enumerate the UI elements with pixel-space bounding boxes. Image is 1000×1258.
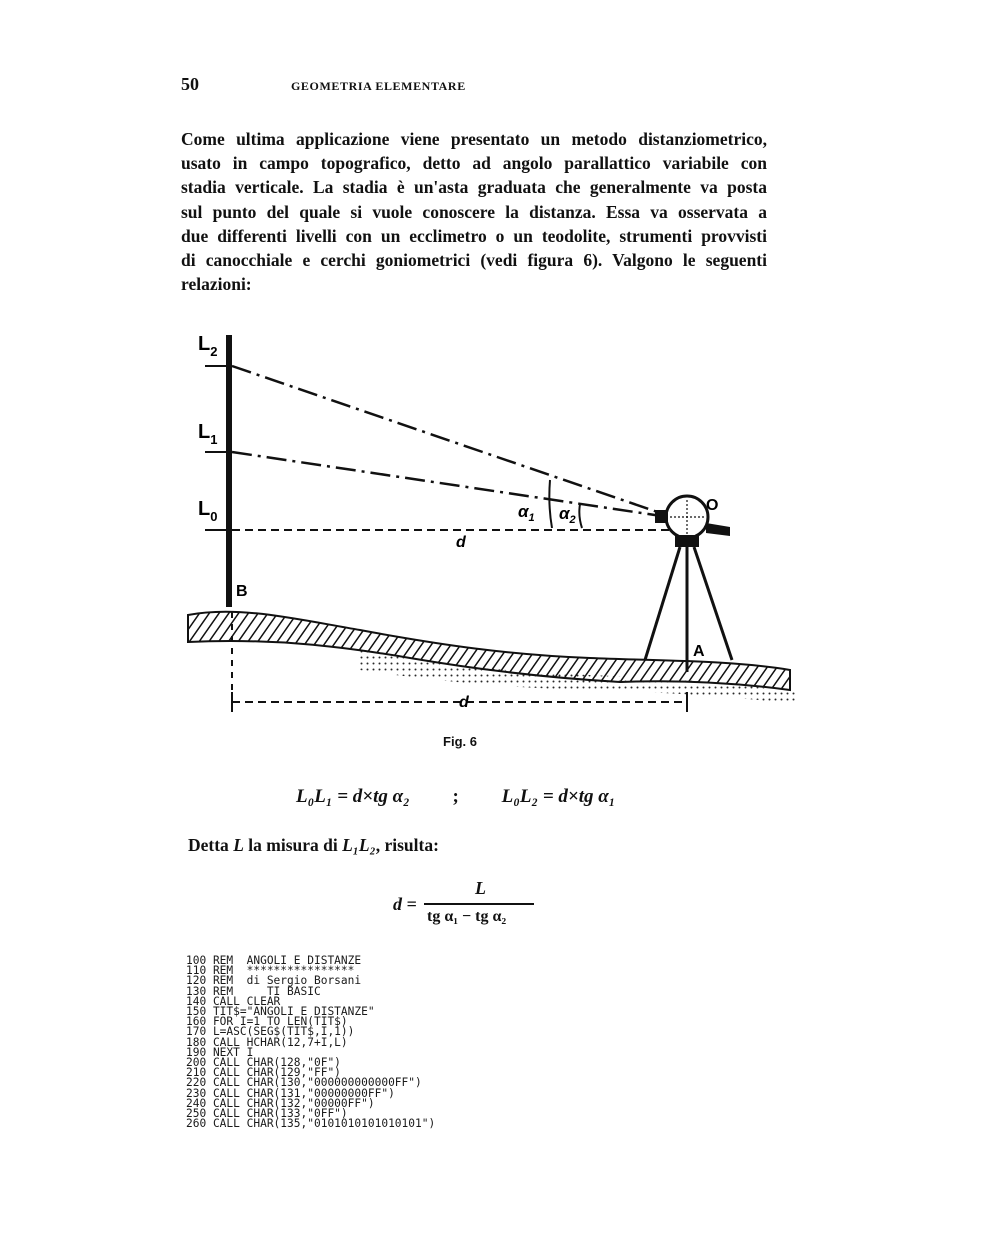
label-b: B xyxy=(236,583,248,600)
code-line: 190 NEXT I xyxy=(186,1045,254,1059)
code-line: 220 CALL CHAR(130,"000000000000FF") xyxy=(186,1076,422,1090)
detta-variable: L xyxy=(233,835,244,855)
page-number: 50 xyxy=(181,74,199,94)
intro-line: sul punto del quale si vuole conoscere la distanza. Essa va osservata a xyxy=(181,201,767,222)
levelling-staff xyxy=(226,335,232,607)
code-line: 130 REM TI BASIC xyxy=(186,984,321,998)
alpha1-arc xyxy=(549,480,552,528)
code-line: 200 CALL CHAR(128,"0F") xyxy=(186,1056,341,1070)
intro-line: Come ultima applicazione viene presentato un metodo distanziometrico, xyxy=(181,129,767,149)
intro-line: due differenti livelli con un ecclimetro o un teodolite, strumenti provvisti xyxy=(181,225,767,246)
intro-line: stadia verticale. La stadia è un'asta graduata che generalmente va posta xyxy=(181,177,767,198)
code-line: 260 CALL CHAR(135,"0101010101010101") xyxy=(186,1117,436,1131)
alpha2-arc xyxy=(579,504,582,528)
formula-separator: ; xyxy=(452,786,459,807)
telescope-eyepiece xyxy=(706,523,730,536)
formula-relations xyxy=(296,786,615,808)
intro-paragraph xyxy=(181,127,767,296)
code-line: 170 L=ASC(SEG$(TIT$,I,1)) xyxy=(186,1025,355,1039)
code-line: 100 REM ANGOLI E DISTANZE xyxy=(186,954,362,967)
code-line: 230 CALL CHAR(131,"00000000FF") xyxy=(186,1086,395,1100)
telescope-front xyxy=(655,510,668,523)
label-l2: $L_2$ xyxy=(198,333,218,359)
page-header xyxy=(181,74,781,98)
detta-suffix: , risulta: xyxy=(375,835,439,855)
detta-middle: la misura di xyxy=(243,835,343,855)
label-d-lower: d xyxy=(459,694,469,711)
code-line: 110 REM **************** xyxy=(186,964,355,978)
formula-denominator: tg α₁ − tg α₂ xyxy=(427,908,507,925)
label-l0: $L_0$ xyxy=(198,498,218,524)
formula-left: L₀L₁ = d×tg α₂ xyxy=(296,786,410,807)
formula-right: L₀L₂ = d×tg α₁ xyxy=(501,786,616,807)
intro-line: relazioni: xyxy=(181,274,252,295)
tripod-leg-left xyxy=(645,547,680,660)
intro-line: usato in campo topografico, detto ad angolo parallattico variabile con xyxy=(181,153,767,174)
code-line: 210 CALL CHAR(129,"FF") xyxy=(186,1066,341,1080)
sight-line-middle xyxy=(232,452,675,518)
code-line: 240 CALL CHAR(132,"00000FF") xyxy=(186,1096,375,1110)
running-title: GEOMETRIA ELEMENTARE xyxy=(291,79,466,93)
formula-lhs: d = xyxy=(393,894,417,914)
label-a: A xyxy=(693,643,705,660)
code-line: 140 CALL CLEAR xyxy=(186,994,281,1008)
label-alpha2: $\alpha_2$ xyxy=(559,504,576,526)
theodolite-base xyxy=(675,535,699,547)
code-line: 160 FOR I=1 TO LEN(TIT$) xyxy=(186,1015,348,1029)
intro-line: di canocchiale e cerchi goniometrici (vedi figura 6). Valgono le seguenti xyxy=(181,250,767,271)
sight-line-upper xyxy=(232,366,675,518)
label-l1: $L_1$ xyxy=(198,421,218,447)
code-line: 180 CALL HCHAR(12,7+I,L) xyxy=(186,1035,348,1049)
surveying-diagram xyxy=(150,320,810,740)
basic-listing xyxy=(186,956,435,1129)
formula-numerator: L xyxy=(475,878,486,898)
code-line: 250 CALL CHAR(133,"0FF") xyxy=(186,1107,348,1121)
code-line: 120 REM di Sergio Borsani xyxy=(186,974,362,988)
figure-caption: Fig. 6 xyxy=(443,734,477,749)
fraction-bar xyxy=(424,903,534,905)
figure-6 xyxy=(150,320,810,740)
detta-sentence xyxy=(188,835,439,856)
label-alpha1: $\alpha_1$ xyxy=(518,502,535,524)
label-d-upper: d xyxy=(456,534,466,551)
distance-formula xyxy=(393,878,553,938)
label-o: O xyxy=(706,497,719,514)
detta-segment: L₁L₂ xyxy=(342,835,376,855)
code-line: 150 TIT$="ANGOLI E DISTANZE" xyxy=(186,1005,375,1019)
detta-prefix: Detta xyxy=(188,835,234,855)
